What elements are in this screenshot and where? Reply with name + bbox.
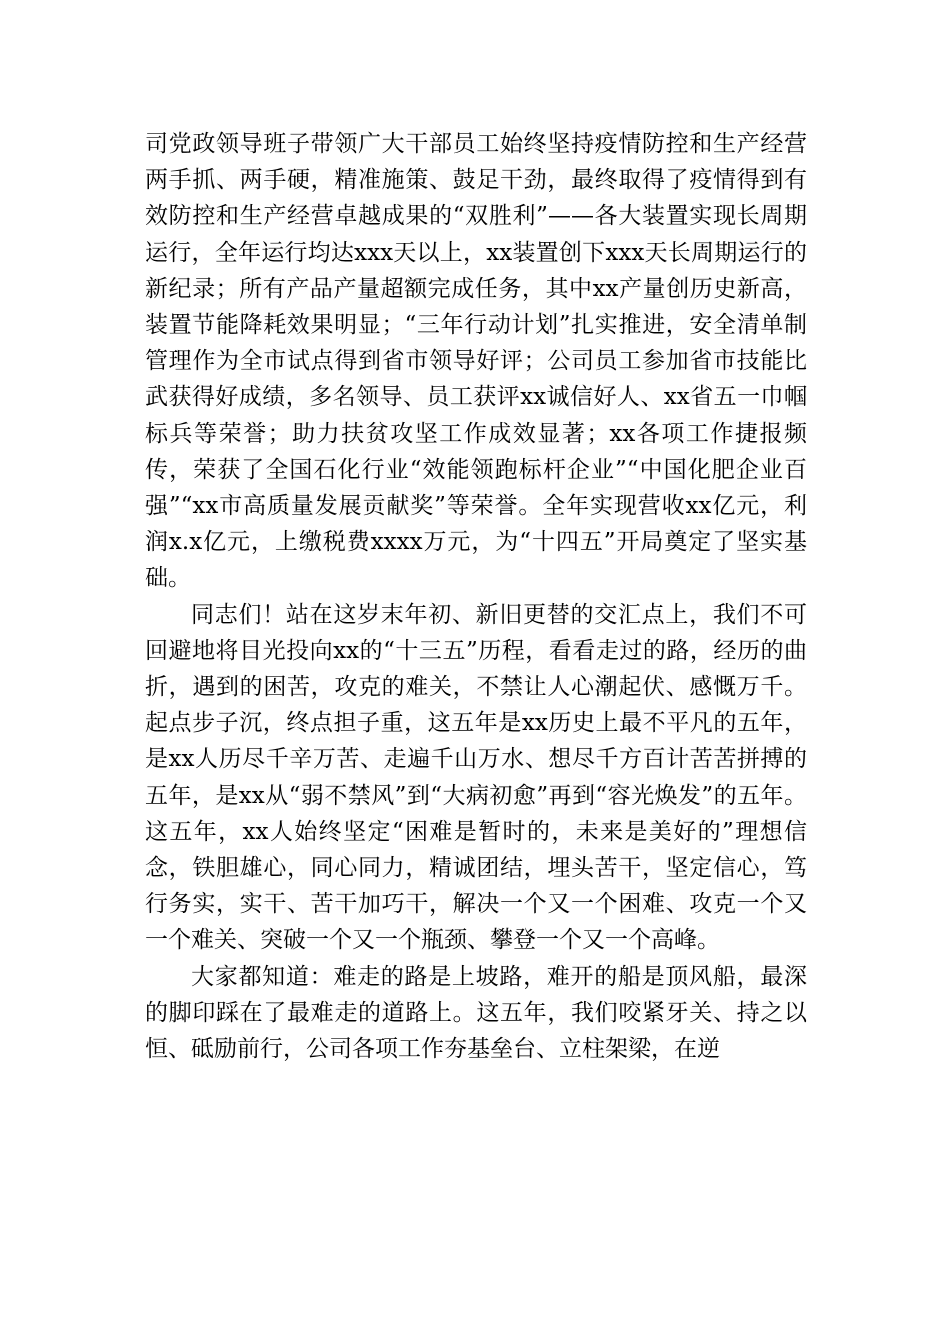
paragraph-3: 大家都知道：难走的路是上坡路，难开的船是顶风船，最深的脚印踩在了最难走的道路上。这五年，我们咬紧牙关、持之以恒、砥励前行，公司各项工作夯基垒台、立柱架梁，在逆 <box>145 963 807 1063</box>
paragraph-2: 同志们！站在这岁末年初、新旧更替的交汇点上，我们不可回避地将目光投向xx的“十三五”历程，看看走过的路，经历的曲折，遇到的困苦，攻克的难关，不禁让人心潮起伏、感慨万千。起点步子沉，终点担子重，这五年是xx历史上最不平凡的五年，是xx人历尽千辛万苦、走遍千山万水、想尽千方百计苦苦拼搏的五年，是xx从“弱不禁风”到“大病初愈”再到“容光焕发”的五年。这五年，xx人始终坚定“困难是暂时的，未来是美好的”理想信念，铁胆雄心，同心同力，精诚团结，埋头苦干，坚定信心，笃行务实，实干、苦干加巧干，解决一个又一个困难、攻克一个又一个难关、突破一个又一个瓶颈、攀登一个又一个高峰。 <box>145 601 807 954</box>
paragraph-1: 司党政领导班子带领广大干部员工始终坚持疫情防控和生产经营两手抓、两手硬，精准施策、鼓足干劲，最终取得了疫情得到有效防控和生产经营卓越成果的“双胜利”——各大装置实现长周期运行，全年运行均达xxx天以上，xx装置创下xxx天长周期运行的新纪录；所有产品产量超额完成任务，其中xx产量创历史新高，装置节能降耗效果明显；“三年行动计划”扎实推进，安全清单制管理作为全市试点得到省市领导好评；公司员工参加省市技能比武获得好成绩，多名领导、员工获评xx诚信好人、xx省五一巾帼标兵等荣誉；助力扶贫攻坚工作成效显著；xx各项工作捷报频传，荣获了全国石化行业“效能领跑标杆企业”“中国化肥企业百强”“xx市高质量发展贡献奖”等荣誉。全年实现营收xx亿元，利润x.x亿元，上缴税费xxxx万元，为“十四五”开局奠定了坚实基础。 <box>145 131 807 592</box>
document-page <box>145 126 807 1067</box>
